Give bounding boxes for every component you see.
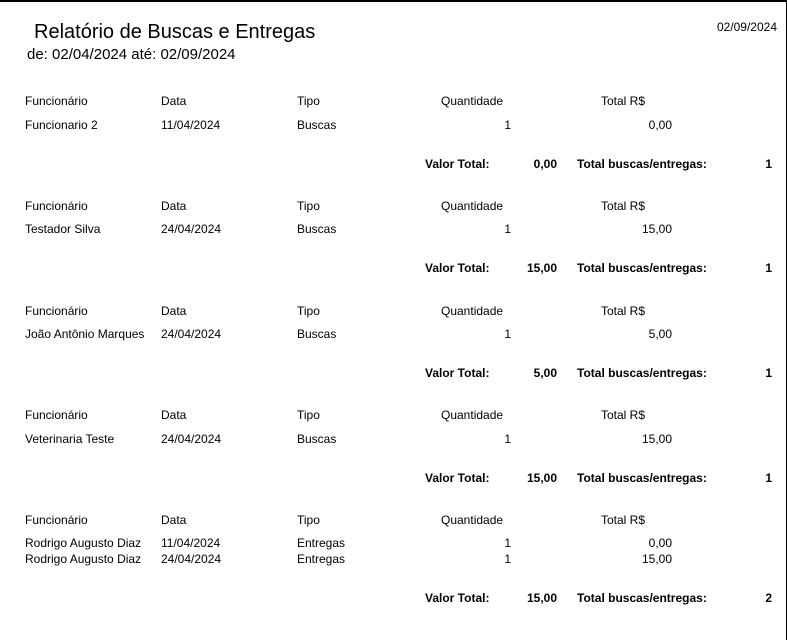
header-tipo: Tipo	[297, 408, 320, 422]
valor-total-label: Valor Total:	[425, 591, 490, 605]
header-tipo: Tipo	[297, 513, 320, 527]
print-date: 02/09/2024	[716, 20, 777, 34]
valor-total-label: Valor Total:	[425, 157, 490, 171]
cell-tipo: Entregas	[297, 536, 346, 550]
header-data: Data	[161, 94, 187, 108]
valor-total-label: Valor Total:	[425, 471, 490, 485]
valor-total-value: 0,00	[533, 157, 557, 171]
cell-funcionario: Veterinaria Teste	[25, 432, 115, 446]
header-total: Total R$	[601, 199, 646, 213]
header-data: Data	[161, 513, 187, 527]
header-data: Data	[161, 408, 187, 422]
cell-tipo: Buscas	[297, 327, 337, 341]
valor-total-value: 5,00	[533, 366, 557, 380]
header-funcionario: Funcionário	[25, 513, 88, 527]
cell-quantidade: 1	[504, 118, 511, 132]
cell-quantidade: 1	[504, 327, 511, 341]
valor-total-value: 15,00	[526, 261, 557, 275]
total-buscas-label: Total buscas/entregas:	[577, 366, 707, 380]
cell-data: 24/04/2024	[161, 552, 222, 566]
valor-total-value: 15,00	[526, 591, 557, 605]
cell-total: 15,00	[641, 552, 672, 566]
cell-tipo: Entregas	[297, 552, 346, 566]
header-data: Data	[161, 304, 187, 318]
cell-tipo: Buscas	[297, 222, 337, 236]
cell-data: 24/04/2024	[161, 327, 222, 341]
total-buscas-label: Total buscas/entregas:	[577, 591, 707, 605]
header-funcionario: Funcionário	[25, 408, 88, 422]
total-buscas-value: 1	[765, 157, 772, 171]
cell-funcionario: Rodrigo Augusto Diaz	[25, 536, 142, 550]
cell-funcionario: Testador Silva	[25, 222, 101, 236]
header-quantidade: Quantidade	[441, 94, 504, 108]
cell-data: 24/04/2024	[161, 222, 222, 236]
cell-funcionario: João Antônio Marques	[25, 327, 145, 341]
cell-total: 0,00	[648, 118, 672, 132]
header-total: Total R$	[601, 513, 646, 527]
header-funcionario: Funcionário	[25, 304, 88, 318]
header-quantidade: Quantidade	[441, 304, 504, 318]
cell-total: 5,00	[648, 327, 672, 341]
cell-quantidade: 1	[504, 432, 511, 446]
valor-total-label: Valor Total:	[425, 366, 490, 380]
total-buscas-value: 1	[765, 471, 772, 485]
valor-total-label: Valor Total:	[425, 261, 490, 275]
total-buscas-label: Total buscas/entregas:	[577, 471, 707, 485]
header-funcionario: Funcionário	[25, 199, 88, 213]
report-period: de: 02/04/2024 até: 02/09/2024	[27, 46, 236, 63]
cell-data: 24/04/2024	[161, 432, 222, 446]
total-buscas-value: 1	[765, 261, 772, 275]
cell-total: 15,00	[641, 432, 672, 446]
cell-funcionario: Funcionario 2	[25, 118, 98, 132]
header-tipo: Tipo	[297, 304, 320, 318]
cell-tipo: Buscas	[297, 432, 337, 446]
header-total: Total R$	[601, 94, 646, 108]
header-funcionario: Funcionário	[25, 94, 88, 108]
total-buscas-value: 1	[765, 366, 772, 380]
cell-quantidade: 1	[504, 552, 511, 566]
header-quantidade: Quantidade	[441, 199, 504, 213]
cell-quantidade: 1	[504, 536, 511, 550]
total-buscas-label: Total buscas/entregas:	[577, 261, 707, 275]
cell-tipo: Buscas	[297, 118, 337, 132]
cell-data: 11/04/2024	[161, 118, 221, 132]
header-quantidade: Quantidade	[441, 408, 504, 422]
header-tipo: Tipo	[297, 94, 320, 108]
cell-quantidade: 1	[504, 222, 511, 236]
total-buscas-label: Total buscas/entregas:	[577, 157, 707, 171]
header-total: Total R$	[601, 408, 646, 422]
cell-total: 0,00	[648, 536, 672, 550]
page-top-border	[0, 0, 787, 2]
cell-total: 15,00	[641, 222, 672, 236]
valor-total-value: 15,00	[526, 471, 557, 485]
header-data: Data	[161, 199, 187, 213]
header-total: Total R$	[601, 304, 646, 318]
total-buscas-value: 2	[765, 591, 772, 605]
header-quantidade: Quantidade	[441, 513, 504, 527]
cell-funcionario: Rodrigo Augusto Diaz	[25, 552, 142, 566]
report-title: Relatório de Buscas e Entregas	[34, 21, 316, 43]
header-tipo: Tipo	[297, 199, 320, 213]
cell-data: 11/04/2024	[161, 536, 221, 550]
